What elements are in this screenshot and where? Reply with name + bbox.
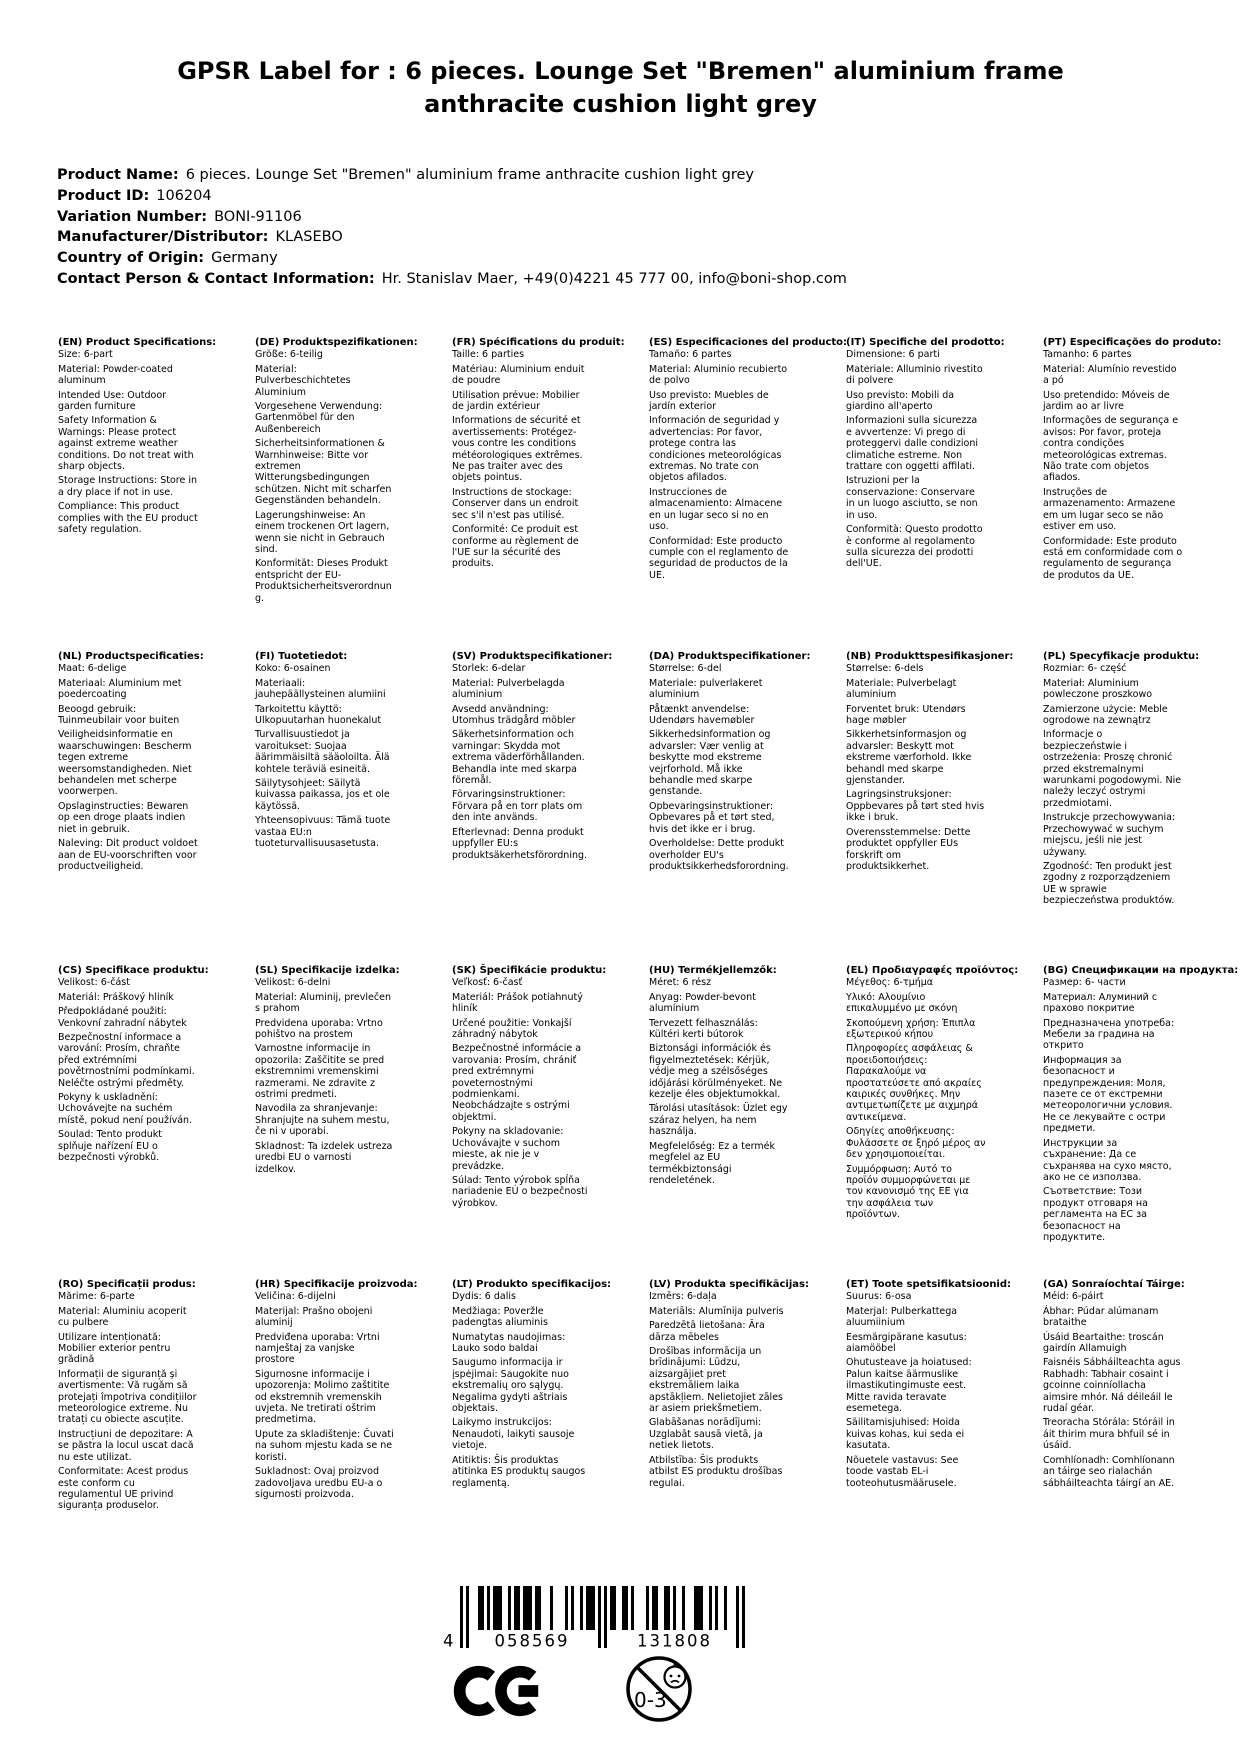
- spec-paragraph: Megfelelőség: Ez a termék megfelel az EU termékbiztonsági rendeletének.: [649, 1140, 776, 1186]
- spec-paragraph: Materiāls: Alumīnija pulveris: [649, 1305, 784, 1317]
- spec-heading: (HR) Specifikacije proizvoda:: [255, 1279, 418, 1290]
- spec-paragraph: Dydis: 6 dalis: [452, 1291, 516, 1303]
- spec-paragraph: Materjal: Pulberkattega aluumiinium: [846, 1305, 958, 1329]
- spec-paragraph: Mărime: 6-parte: [58, 1291, 135, 1303]
- spec-paragraph: Instruções de armazenamento: Armazene em um lugar seco se não estiver em uso.: [1043, 486, 1176, 533]
- spec-paragraph: Rozmiar: 6- część: [1043, 663, 1127, 675]
- spec-paragraph: Treoracha Stórála: Stóráil in áit thirim mura bhfuil sé in úsáid.: [1043, 1417, 1175, 1452]
- barcode-digits-left: 058569: [494, 1631, 570, 1651]
- spec-paragraph: Lagringsinstruksjoner: Oppbevares på tørt sted hvis ikke i bruk.: [846, 789, 985, 824]
- spec-heading: (NB) Produkttspesifikasjoner:: [846, 651, 1014, 662]
- product-info-row-5: [57, 269, 847, 290]
- spec-paragraph: Overholdelse: Dette produkt overholder EU's produktsikkerhedsforordning.: [649, 838, 789, 872]
- spec-paragraph: Informações de segurança e avisos: Por favor, proteja contra condições meteorológicas extremas. Não trate com objetos afiados.: [1043, 415, 1179, 484]
- spec-paragraph: Bezpečnostné informácie a varovania: Prosím, chrániť pred extrémnymi poveternostnými podmienkami. Neobchádzajte s ostrými objektmi.: [452, 1043, 582, 1123]
- spec-block-ga: [1043, 1279, 1183, 1593]
- spec-heading: (CS) Specifikace produktu:: [58, 965, 209, 976]
- spec-heading: (LV) Produkta specifikācijas:: [649, 1279, 809, 1290]
- spec-paragraph: Material: Pulverbelagda aluminium: [452, 677, 565, 701]
- info-label: Manufacturer/Distributor:: [57, 229, 269, 246]
- spec-paragraph: Tervezett felhasználás: Kültéri kerti bútorok: [649, 1017, 758, 1041]
- spec-paragraph: Tárolási utasítások: Üzlet egy száraz helyen, ha nem használja.: [649, 1103, 788, 1138]
- spec-paragraph: Saugumo informacija ir įspėjimai: Saugokite nuo ekstremalių oro sąlygų. Negalima gydyti aštriais objektais.: [452, 1357, 569, 1415]
- product-info: [57, 165, 847, 290]
- spec-paragraph: Conformitate: Acest produs este conform cu regulamentul UE privind siguranța produselor.: [58, 1466, 189, 1512]
- spec-paragraph: Veličina: 6-dijelni: [255, 1291, 336, 1303]
- spec-paragraph: Yhteensopivuus: Tämä tuote vastaa EU:n tuoteturvallisuusasetusta.: [255, 815, 391, 850]
- spec-heading: (PL) Specyfikacje produktu:: [1043, 651, 1200, 662]
- spec-block-fr: [452, 337, 625, 651]
- spec-paragraph: Tamanho: 6 partes: [1043, 349, 1132, 361]
- spec-paragraph: Informazioni sulla sicurezza e avvertenze: Vi prego di proteggervi dalle condizioni climatiche estreme. Non trattare con oggetti affilati.: [846, 415, 979, 473]
- spec-paragraph: Safety Information & Warnings: Please protect against extreme weather conditions. Do not treat with sharp objects.: [58, 415, 194, 473]
- spec-paragraph: Material: Aluminiu acoperit cu pulbere: [58, 1305, 187, 1329]
- spec-heading: (RO) Specificații produs:: [58, 1279, 196, 1290]
- spec-paragraph: Ábhar: Púdar alúmanam brataithe: [1043, 1305, 1159, 1329]
- spec-block-da: [649, 651, 811, 965]
- spec-paragraph: Eesmärgipärane kasutus: aiamööbel: [846, 1331, 967, 1355]
- spec-block-lt: [452, 1279, 612, 1593]
- spec-block-pl: [1043, 651, 1200, 965]
- info-label: Product Name:: [57, 167, 179, 183]
- spec-paragraph: Opbevaringsinstruktioner: Opbevares på et tørt sted, hvis det ikke er i brug.: [649, 800, 775, 835]
- spec-paragraph: Sikkerhetsinformasjon og advarsler: Beskytt mot ekstreme værforhold. Ikke behandl med skarpe gjenstander.: [846, 729, 972, 787]
- spec-block-lv: [649, 1279, 809, 1593]
- spec-paragraph: Laikymo instrukcijos: Nenaudoti, laikyti sausoje vietoje.: [452, 1417, 575, 1452]
- spec-paragraph: Conformité: Ce produit est conforme au règlement de l'UE sur la sécurité des produits.: [452, 524, 579, 570]
- spec-paragraph: Información de seguridad y advertencias: Por favor, protege contra las condiciones meteorológicas extremas. No trate con objetos afilados.: [649, 415, 782, 484]
- spec-paragraph: Sicherheitsinformationen & Warnhinweise: Bitte vor extremen Witterungsbedingungen schützen. Nicht mit scharfen Gegenständen behandeln.: [255, 438, 392, 507]
- spec-block-ro: [58, 1279, 198, 1593]
- spec-paragraph: Συμμόρφωση: Αυτό το προϊόν συμμορφώνεται με τον κανονισμό της ΕΕ για την ασφάλεια των προϊόντων.: [846, 1163, 971, 1221]
- barcode-digit-prefix: 4: [443, 1631, 456, 1651]
- spec-heading: (DE) Produktspezifikationen:: [255, 337, 418, 348]
- spec-heading: (IT) Specifiche del prodotto:: [846, 337, 1005, 348]
- spec-block-et: [846, 1279, 1012, 1593]
- spec-block-nl: [58, 651, 204, 965]
- spec-paragraph: Efterlevnad: Denna produkt uppfyller EU:s produktsäkerhetsförordning.: [452, 826, 588, 861]
- spec-paragraph: Conformità: Questo prodotto è conforme al regolamento sulla sicurezza dei prodotti dell'UE.: [846, 524, 983, 570]
- spec-paragraph: Uso previsto: Mobili da giardino all'aperto: [846, 389, 955, 413]
- spec-paragraph: Předpokládané použití: Venkovní zahradní nábytek: [58, 1006, 187, 1029]
- info-label: Country of Origin:: [57, 250, 205, 267]
- spec-paragraph: Uso pretendido: Móveis de jardim ao ar livre: [1043, 389, 1170, 413]
- spec-paragraph: Uso previsto: Muebles de jardín exterior: [649, 389, 769, 413]
- spec-paragraph: Opslaginstructies: Bewaren op een droge plaats indien niet in gebruik.: [58, 800, 189, 835]
- spec-paragraph: Taille: 6 parties: [452, 349, 525, 361]
- spec-paragraph: Υλικό: Αλουμίνιο επικαλυμμένο με σκόνη: [846, 991, 958, 1015]
- spec-paragraph: Méret: 6 rész: [649, 977, 712, 989]
- spec-paragraph: Bezpečnostní informace a varování: Prosím, chraňte před extrémními povětrnostními podmínkami. Neléčte ostrými předměty.: [58, 1032, 195, 1089]
- spec-block-hu: [649, 965, 789, 1279]
- spec-heading: (FI) Tuotetiedot:: [255, 651, 348, 662]
- spec-paragraph: Инструкции за съхранение: Да се съхранява на сухо място, ако не се използва.: [1043, 1137, 1172, 1183]
- spec-paragraph: Suurus: 6-osa: [846, 1291, 912, 1303]
- spec-paragraph: Instructions de stockage: Conserver dans un endroit sec s'il n'est pas utilisé.: [452, 486, 579, 521]
- spec-paragraph: Størrelse: 6-dels: [846, 663, 924, 675]
- spec-paragraph: Instrucțiuni de depozitare: A se păstra la locul uscat dacă nu este utilizat.: [58, 1428, 194, 1463]
- info-value: Hr. Stanislav Maer, +49(0)4221 45 777 00, info@boni-shop.com: [381, 270, 847, 287]
- spec-paragraph: Πληροφορίες ασφάλειας & προειδοποιήσεις: Παρακαλούμε να προστατεύσετε από ακραίες καιρικές συνθήκες. Μην αντιμετωπίζετε με αιχμηρά αντικείμενα.: [846, 1043, 982, 1123]
- spec-paragraph: Storage Instructions: Store in a dry place if not in use.: [58, 475, 197, 498]
- spec-paragraph: Material: Pulverbeschichtetes Aluminium: [255, 363, 351, 398]
- spec-paragraph: Velikost: 6-delni: [255, 977, 331, 989]
- info-value: Germany: [211, 250, 278, 267]
- page-title: GPSR Label for : 6 pieces. Lounge Set "Bremen" aluminium frame anthracite cushion light grey: [177, 57, 1064, 118]
- spec-paragraph: Säilytysohjeet: Säilytä kuivassa paikassa, jos et ole käytössä.: [255, 778, 390, 812]
- spec-heading: (LT) Produkto specifikacijos:: [452, 1279, 612, 1290]
- spec-paragraph: Sigurnosne informacije i upozorenja: Molimo zaštitite od ekstremnih vremenskih uvjeta. Ne tretirati oštrim predmetima.: [255, 1368, 390, 1426]
- ean-barcode: [440, 1586, 750, 1656]
- spec-heading: (ET) Toote spetsifikatsioonid:: [846, 1279, 1012, 1290]
- spec-block-bg: [1043, 965, 1239, 1279]
- spec-block-sv: [452, 651, 613, 965]
- spec-block-es: [649, 337, 848, 651]
- spec-block-hr: [255, 1279, 418, 1593]
- spec-paragraph: Varnostne informacije in opozorila: Zaščitite se pred ekstremnimi vremenskimi razmerami. Ne zdravite z ostrimi predmeti.: [255, 1043, 385, 1101]
- spec-paragraph: Säilitamisjuhised: Hoida kuivas kohas, kui seda ei kasutata.: [846, 1417, 965, 1452]
- spec-paragraph: Istruzioni per la conservazione: Conservare in un luogo asciutto, se non in uso.: [846, 475, 978, 521]
- spec-heading: (FR) Spécifications du produit:: [452, 337, 625, 348]
- spec-paragraph: Materiál: Prášok potiahnutý hliník: [452, 991, 583, 1015]
- info-label: Product ID:: [57, 187, 150, 204]
- spec-heading: (SK) Špecifikácie produktu:: [452, 965, 607, 976]
- spec-paragraph: Conformidade: Este produto está em conformidade com o regulamento de segurança de produtos da UE.: [1043, 535, 1183, 581]
- product-info-row-1: [57, 186, 847, 207]
- spec-paragraph: Informacje o bezpieczeństwie i ostrzeżenia: Proszę chronić przed ekstremalnymi warunkami pogodowymi. Nie należy leczyć ostrymi przedmiotami.: [1043, 729, 1182, 809]
- spec-paragraph: Pokyny k uskladnění: Uchovávejte na suchém místě, pokud není používán.: [58, 1092, 193, 1126]
- spec-heading: (PT) Especificações do produto:: [1043, 337, 1222, 348]
- spec-paragraph: Størrelse: 6-del: [649, 663, 722, 675]
- spec-paragraph: Material: Aluminio recubierto de polvo: [649, 363, 788, 387]
- product-info-row-4: [57, 248, 847, 269]
- ean-barcode-graphic: [440, 1586, 750, 1652]
- spec-heading: (SL) Specifikacije izdelka:: [255, 965, 400, 976]
- spec-block-de: [255, 337, 418, 651]
- spec-block-sk: [452, 965, 607, 1279]
- spec-block-el: [846, 965, 1019, 1279]
- spec-paragraph: Soulad: Tento produkt splňuje nařízení EU o bezpečnosti výrobků.: [58, 1129, 163, 1164]
- spec-block-it: [846, 337, 1005, 651]
- spec-paragraph: Atbilstība: Šis produkts atbilst ES produktu drošības regulai.: [649, 1454, 783, 1489]
- spec-paragraph: Medžiaga: Poveržle padengtas aliuminis: [452, 1305, 548, 1329]
- spec-paragraph: Информация за безопасност и предупреждения: Моля, пазете се от екстремни метеорологични условия. Не се лекувайте с остри предмети.: [1043, 1054, 1173, 1135]
- spec-paragraph: Size: 6-part: [58, 349, 113, 361]
- spec-paragraph: Förvaringsinstruktioner: Förvara på en torr plats om den inte används.: [452, 789, 583, 824]
- spec-block-sl: [255, 965, 400, 1279]
- spec-paragraph: Matériau: Aluminium enduit de poudre: [452, 363, 585, 387]
- product-info-row-0: [57, 165, 847, 186]
- spec-paragraph: Atitiktis: Šis produktas atitinka ES produktų saugos reglamentą.: [452, 1454, 586, 1489]
- spec-paragraph: Naleving: Dit product voldoet aan de EU-voorschriften voor productveiligheid.: [58, 838, 198, 872]
- spec-paragraph: Maat: 6-delige: [58, 663, 127, 675]
- spec-paragraph: Materiaali: jauhepäällysteinen alumiini: [255, 677, 386, 701]
- spec-block-pt: [1043, 337, 1222, 651]
- spec-paragraph: Navodila za shranjevanje: Shranjujte na suhem mestu, če ni v uporabi.: [255, 1103, 390, 1138]
- info-value: KLASEBO: [275, 229, 343, 246]
- spec-paragraph: Numatytas naudojimas: Lauko sodo baldai: [452, 1331, 566, 1355]
- spec-paragraph: Materiale: Pulverbelagt aluminium: [846, 677, 957, 701]
- spec-paragraph: Compliance: This product complies with the EU product safety regulation.: [58, 501, 198, 536]
- spec-paragraph: Biztonsági információk és figyelmeztetések: Kérjük, védje meg a szélsőséges időjárási körülményeket. Ne kezelje éles objektumokkal.: [649, 1043, 783, 1101]
- spec-block-en: [58, 337, 217, 651]
- info-label: Contact Person & Contact Information:: [57, 270, 375, 287]
- spec-paragraph: Predvidena uporaba: Vrtno pohištvo na prostem: [255, 1017, 383, 1041]
- spec-paragraph: Sikkerhedsinformation og advarsler: Vær venlig at beskytte mod ekstreme vejrforhold. Må ikke behandle med skarpe genstande.: [649, 729, 771, 798]
- age-warning-0-3-icon: [624, 1654, 694, 1728]
- spec-paragraph: Veiligheidsinformatie en waarschuwingen: Bescherm tegen extreme weersomstandigheden. Niet behandelen met scherpe voorwerpen.: [58, 729, 192, 798]
- spec-paragraph: Utilizare intenționată: Mobilier exterior pentru grădină: [58, 1331, 171, 1366]
- spec-heading: (ES) Especificaciones del producto:: [649, 337, 848, 348]
- spec-heading: (NL) Productspecificaties:: [58, 651, 204, 662]
- spec-paragraph: Materiale: pulverlakeret aluminium: [649, 677, 763, 701]
- spec-paragraph: Drošības informācija un brīdinājumi: Lūdzu, aizsargājiet pret ekstremāliem laika apstākļiem. Nelietojiet zāles ar asiem priekšmetiem.: [649, 1346, 783, 1415]
- spec-paragraph: Overensstemmelse: Dette produktet oppfyller EUs forskrift om produktsikkerhet.: [846, 826, 971, 872]
- spec-paragraph: Anyag: Powder-bevont alumínium: [649, 991, 756, 1015]
- spec-paragraph: Beoogd gebruik: Tuinmeubilair voor buiten: [58, 703, 180, 727]
- spec-paragraph: Materiał: Aluminium powleczone proszkowo: [1043, 677, 1153, 701]
- spec-paragraph: Nõuetele vastavus: See toode vastab EL-i tooteohutusmäärusele.: [846, 1454, 959, 1489]
- spec-paragraph: Σκοπούμενη χρήση: Έπιπλα εξωτερικού κήπου: [846, 1017, 976, 1041]
- spec-paragraph: Izmērs: 6-daļa: [649, 1291, 717, 1303]
- spec-grid: [58, 337, 1239, 1593]
- barcode-digits-right: 131808: [637, 1631, 712, 1651]
- spec-paragraph: Materiaal: Aluminium met poedercoating: [58, 677, 182, 701]
- spec-heading: (EL) Προδιαγραφές προϊόντος:: [846, 965, 1019, 976]
- spec-paragraph: Material: Powder-coated aluminum: [58, 363, 173, 387]
- spec-paragraph: Veľkosť: 6-časť: [452, 977, 523, 989]
- spec-paragraph: Säkerhetsinformation och varningar: Skydda mot extrema väderförhållanden. Behandla inte med skarpa föremål.: [452, 729, 585, 787]
- spec-heading: (BG) Спецификации на продукта:: [1043, 965, 1239, 976]
- spec-paragraph: Forventet bruk: Utendørs hage møbler: [846, 703, 966, 727]
- spec-paragraph: Upute za skladištenje: Čuvati na suhom mjestu kada se ne koristi.: [255, 1428, 394, 1463]
- spec-paragraph: Intended Use: Outdoor garden furniture: [58, 389, 167, 413]
- spec-paragraph: Avsedd användning: Utomhus trädgård möbler: [452, 703, 576, 727]
- ce-mark-icon: [452, 1663, 540, 1723]
- spec-block-cs: [58, 965, 209, 1279]
- spec-paragraph: Material: Aluminij, prevlečen s prahom: [255, 991, 391, 1015]
- spec-paragraph: Skladnost: Ta izdelek ustreza uredbi EU o varnosti izdelkov.: [255, 1140, 393, 1175]
- spec-paragraph: Turvallisuustiedot ja varoitukset: Suojaa äärimmäisiltä sääoloilta. Älä kohtele teräviä esineitä.: [255, 729, 390, 775]
- spec-paragraph: Ohutusteave ja hoiatused: Palun kaitse äärmuslike ilmastikutingimuste eest. Mitte ravida teravate esemetega.: [846, 1357, 972, 1415]
- info-value: 6 pieces. Lounge Set "Bremen" aluminium frame anthracite cushion light grey: [185, 167, 754, 183]
- spec-paragraph: Μέγεθος: 6-τμήμα: [846, 977, 934, 989]
- spec-block-fi: [255, 651, 395, 965]
- spec-paragraph: Informații de siguranță și avertismente: Vă rugăm să protejați împotriva condițiilor meteorologice extreme. Nu tratați cu obiecte ascuțite.: [58, 1368, 197, 1426]
- product-info-row-2: [57, 207, 847, 228]
- spec-paragraph: Lagerungshinweise: An einem trockenen Ort lagern, wenn sie nicht in Gebrauch sind.: [255, 509, 390, 555]
- product-info-row-3: [57, 227, 847, 248]
- spec-paragraph: Предназначена употреба: Мебели за градина на открито: [1043, 1017, 1175, 1052]
- spec-paragraph: Storlek: 6-delar: [452, 663, 526, 675]
- spec-paragraph: Informations de sécurité et avertissements: Protégez-vous contre les conditions météorologiques extrêmes. Ne pas traiter avec des objets pointus.: [452, 415, 583, 484]
- info-value: 106204: [156, 187, 212, 204]
- spec-heading: (GA) Sonraíochtaí Táirge:: [1043, 1279, 1185, 1290]
- spec-paragraph: Zgodność: Ten produkt jest zgodny z rozporządzeniem UE w sprawie bezpieczeństwa produktów.: [1043, 860, 1175, 907]
- spec-paragraph: Dimensione: 6 parti: [846, 349, 940, 361]
- spec-heading: (HU) Termékjellemzők:: [649, 965, 777, 976]
- spec-paragraph: Pokyny na skladovanie: Uchovávajte v suchom mieste, ak nie je v prevádzke.: [452, 1126, 564, 1172]
- spec-paragraph: Tarkoitettu käyttö: Ulkopuutarhan huonekalut: [255, 703, 382, 727]
- spec-paragraph: Conformidad: Este producto cumple con el reglamento de seguridad de productos de la UE.: [649, 535, 789, 581]
- spec-paragraph: Zamierzone użycie: Meble ogrodowe na zewnątrz: [1043, 703, 1168, 727]
- spec-paragraph: Materiale: Alluminio rivestito di polvere: [846, 363, 983, 387]
- spec-paragraph: Vorgesehene Verwendung: Gartenmöbel für den Außenbereich: [255, 401, 383, 435]
- spec-heading: (DA) Produktspecifikationer:: [649, 651, 811, 662]
- spec-paragraph: Predviđena uporaba: Vrtni namještaj za vanjske prostore: [255, 1331, 380, 1366]
- spec-paragraph: Påtænkt anvendelse: Udendørs havemøbler: [649, 703, 755, 727]
- spec-paragraph: Sukladnost: Ovaj proizvod zadovoljava uredbu EU-a o sigurnosti proizvoda.: [255, 1466, 383, 1500]
- info-label: Variation Number:: [57, 208, 208, 225]
- spec-paragraph: Určené použitie: Vonkajší záhradný nábytok: [452, 1017, 572, 1041]
- spec-paragraph: Materiál: Práškový hliník: [58, 991, 174, 1003]
- spec-paragraph: Paredzētā lietošana: Āra dārza mēbeles: [649, 1320, 765, 1343]
- spec-paragraph: Glabāšanas norādījumi: Uzglabāt sausā vietā, ja netiek lietots.: [649, 1417, 763, 1452]
- spec-heading: (EN) Product Specifications:: [58, 337, 217, 348]
- spec-paragraph: Koko: 6-osainen: [255, 663, 331, 675]
- spec-paragraph: Tamaño: 6 partes: [649, 349, 732, 361]
- spec-paragraph: Utilisation prévue: Mobilier de jardin extérieur: [452, 389, 580, 413]
- spec-paragraph: Comhlíonadh: Comhlíonann an táirge seo rialachán sábháilteachta táirgí an AE.: [1043, 1454, 1175, 1489]
- spec-paragraph: Faisnéis Sábháilteachta agus Rabhadh: Tabhair cosaint i gcoinne coinníollacha aimsire mhór. Ná déileáil le rudaí géar.: [1043, 1357, 1181, 1415]
- spec-paragraph: Úsáid Beartaithe: troscán gairdín Allamuigh: [1043, 1331, 1164, 1355]
- age-range-label: 0-3: [634, 1688, 667, 1712]
- spec-paragraph: Velikost: 6-část: [58, 977, 130, 989]
- info-value: BONI-91106: [214, 208, 302, 225]
- spec-heading: (SV) Produktspecifikationer:: [452, 651, 613, 662]
- spec-paragraph: Material: Alumínio revestido a pó: [1043, 363, 1177, 387]
- spec-block-nb: [846, 651, 1014, 965]
- spec-paragraph: Materijal: Prašno obojeni aluminij: [255, 1305, 373, 1329]
- spec-paragraph: Instrucciones de almacenamiento: Almacene en un lugar seco si no en uso.: [649, 486, 783, 533]
- spec-paragraph: Konformität: Dieses Produkt entspricht der EU-Produktsicherheitsverordnung.: [255, 558, 392, 604]
- spec-paragraph: Méid: 6-páirt: [1043, 1291, 1104, 1303]
- spec-paragraph: Instrukcje przechowywania: Przechowywać w suchym miejscu, jeśli nie jest używany.: [1043, 812, 1176, 858]
- spec-paragraph: Größe: 6-teilig: [255, 349, 323, 361]
- spec-paragraph: Размер: 6- части: [1043, 977, 1126, 989]
- spec-paragraph: Súlad: Tento výrobok spĺňa nariadenie EÚ o bezpečnosti výrobkov.: [452, 1174, 588, 1209]
- spec-paragraph: Материал: Алуминий с прахово покритие: [1043, 991, 1158, 1015]
- spec-paragraph: Съответствие: Този продукт отговаря на регламента на ЕС за безопасност на продуктите.: [1043, 1186, 1148, 1243]
- spec-paragraph: Οδηγίες αποθήκευσης: Φυλάσσετε σε ξηρό μέρος αν δεν χρησιμοποιείται.: [846, 1126, 986, 1161]
